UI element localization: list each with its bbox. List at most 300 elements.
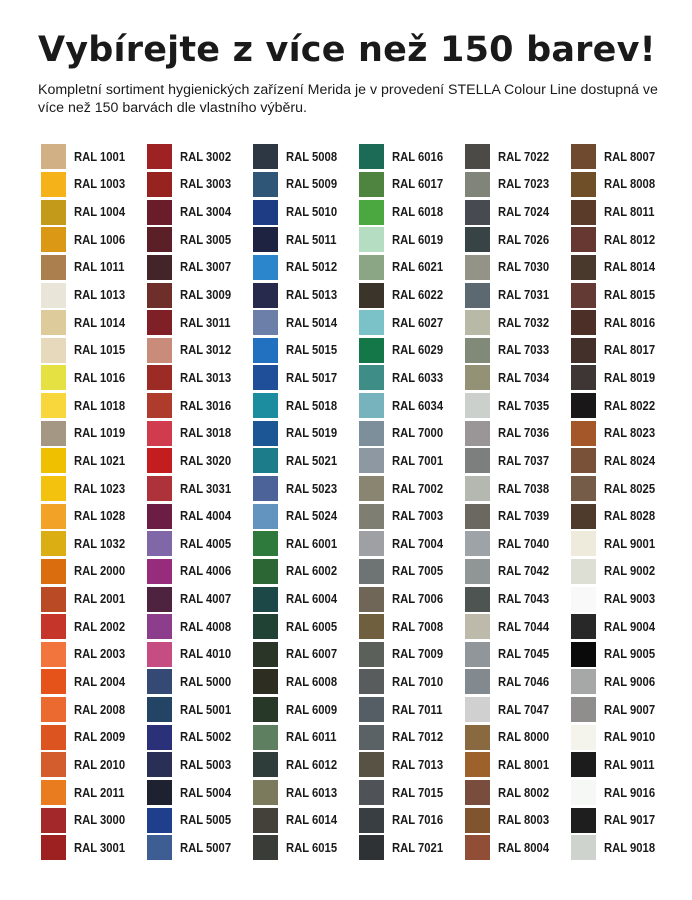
color-code-label: RAL 7004 (392, 536, 444, 551)
color-code-label: RAL 8008 (604, 177, 656, 192)
color-swatch (359, 725, 384, 750)
color-code-label: RAL 3002 (180, 149, 232, 164)
color-swatch-item (571, 475, 677, 503)
color-code-label: RAL 9001 (604, 536, 656, 551)
color-swatch (253, 144, 278, 169)
color-swatch-item (253, 613, 359, 641)
color-swatch (41, 614, 66, 639)
color-code-label: RAL 6033 (392, 370, 444, 385)
color-swatch (359, 504, 384, 529)
color-swatch-item (253, 723, 359, 751)
color-swatch (571, 504, 596, 529)
color-swatch (253, 642, 278, 667)
color-swatch (147, 310, 172, 335)
color-code-label: RAL 2008 (74, 702, 126, 717)
color-swatch-item (359, 779, 465, 807)
color-swatch-item (253, 779, 359, 807)
color-code-label: RAL 6029 (392, 343, 444, 358)
color-swatch (465, 587, 490, 612)
color-swatch (253, 421, 278, 446)
color-swatch (571, 393, 596, 418)
color-swatch-item (465, 226, 571, 254)
color-swatch (571, 642, 596, 667)
color-swatch-item (465, 751, 571, 779)
color-code-label: RAL 3012 (180, 343, 232, 358)
color-code-label: RAL 8025 (604, 481, 656, 496)
color-code-label: RAL 3005 (180, 232, 232, 247)
color-code-label: RAL 8016 (604, 315, 656, 330)
color-swatch (465, 421, 490, 446)
color-code-label: RAL 8015 (604, 288, 656, 303)
color-swatch (571, 283, 596, 308)
color-swatch-item (41, 806, 147, 834)
color-swatch (359, 365, 384, 390)
color-code-label: RAL 6022 (392, 288, 444, 303)
color-swatch (147, 200, 172, 225)
color-swatch-item (41, 585, 147, 613)
color-swatch (571, 835, 596, 860)
color-code-label: RAL 7032 (498, 315, 550, 330)
color-swatch-item (147, 723, 253, 751)
color-code-label: RAL 5004 (180, 785, 232, 800)
color-code-label: RAL 8001 (498, 757, 550, 772)
color-code-label: RAL 3016 (180, 398, 232, 413)
color-code-label: RAL 9018 (604, 840, 656, 855)
color-code-label: RAL 6018 (392, 205, 444, 220)
color-swatch-item (41, 558, 147, 586)
color-swatch-item (41, 779, 147, 807)
color-code-label: RAL 3004 (180, 205, 232, 220)
color-code-label: RAL 6027 (392, 315, 444, 330)
page-subtitle: Kompletní sortiment hygienických zařízení Merida je v provedení STELLA Colour Line dostupná ve více než 150 barvách dle vlastního výběru. (38, 82, 658, 116)
color-swatch-item (253, 475, 359, 503)
color-swatch-item (253, 502, 359, 530)
color-swatch (465, 669, 490, 694)
color-code-label: RAL 7000 (392, 426, 444, 441)
color-code-label: RAL 5001 (180, 702, 232, 717)
color-swatch (253, 808, 278, 833)
color-swatch (41, 531, 66, 556)
color-code-label: RAL 6014 (286, 813, 338, 828)
color-code-label: RAL 5023 (286, 481, 338, 496)
color-swatch (253, 255, 278, 280)
color-swatch (147, 587, 172, 612)
color-swatch (147, 697, 172, 722)
color-swatch-item (147, 558, 253, 586)
color-swatch-item (253, 364, 359, 392)
color-code-label: RAL 4007 (180, 592, 232, 607)
color-code-label: RAL 8017 (604, 343, 656, 358)
color-code-label: RAL 1014 (74, 315, 126, 330)
color-swatch-item (147, 171, 253, 199)
color-code-label: RAL 9004 (604, 619, 656, 634)
color-code-label: RAL 6008 (286, 674, 338, 689)
color-swatch-item (41, 502, 147, 530)
color-swatch (147, 752, 172, 777)
color-swatch-item (465, 281, 571, 309)
color-swatch (359, 393, 384, 418)
color-code-label: RAL 2002 (74, 619, 126, 634)
color-swatch-item (147, 143, 253, 171)
color-swatch-item (41, 723, 147, 751)
color-swatch (571, 725, 596, 750)
color-swatch-item (465, 723, 571, 751)
color-code-label: RAL 7034 (498, 370, 550, 385)
color-code-label: RAL 8024 (604, 453, 656, 468)
color-swatch (253, 172, 278, 197)
color-code-label: RAL 8014 (604, 260, 656, 275)
color-swatch (41, 448, 66, 473)
color-code-label: RAL 6016 (392, 149, 444, 164)
color-code-label: RAL 8002 (498, 785, 550, 800)
color-swatch-item (359, 226, 465, 254)
color-code-label: RAL 9016 (604, 785, 656, 800)
color-swatch-item (465, 447, 571, 475)
color-code-label: RAL 4010 (180, 647, 232, 662)
color-swatch-item (359, 558, 465, 586)
color-swatch (253, 393, 278, 418)
color-swatch-item (465, 336, 571, 364)
color-swatch-item (147, 475, 253, 503)
color-code-label: RAL 9003 (604, 592, 656, 607)
color-code-label: RAL 8028 (604, 509, 656, 524)
color-code-label: RAL 6017 (392, 177, 444, 192)
color-swatch (147, 669, 172, 694)
color-swatch (359, 808, 384, 833)
color-code-label: RAL 6015 (286, 840, 338, 855)
color-swatch-item (359, 806, 465, 834)
color-swatch-item (571, 641, 677, 669)
color-swatch (253, 448, 278, 473)
color-swatch-item (359, 336, 465, 364)
color-code-label: RAL 9002 (604, 564, 656, 579)
color-swatch-item (571, 254, 677, 282)
color-code-label: RAL 7008 (392, 619, 444, 634)
color-swatch (253, 200, 278, 225)
color-code-label: RAL 6007 (286, 647, 338, 662)
color-swatch (465, 365, 490, 390)
color-swatch (41, 752, 66, 777)
color-swatch (465, 283, 490, 308)
color-code-label: RAL 3003 (180, 177, 232, 192)
color-code-label: RAL 7001 (392, 453, 444, 468)
color-swatch-item (147, 226, 253, 254)
color-swatch (465, 255, 490, 280)
color-swatch-item (253, 641, 359, 669)
color-swatch-item (41, 198, 147, 226)
color-swatch-item (571, 502, 677, 530)
color-swatch-item (571, 530, 677, 558)
color-swatch-item (253, 198, 359, 226)
color-swatch (41, 697, 66, 722)
color-swatch-item (465, 641, 571, 669)
color-code-label: RAL 7009 (392, 647, 444, 662)
color-swatch-item (571, 447, 677, 475)
color-code-label: RAL 3009 (180, 288, 232, 303)
color-swatch (359, 835, 384, 860)
color-swatch-item (147, 502, 253, 530)
color-swatch (147, 393, 172, 418)
color-swatch (253, 669, 278, 694)
color-swatch (571, 780, 596, 805)
color-swatch-item (359, 641, 465, 669)
color-code-label: RAL 1028 (74, 509, 126, 524)
color-code-label: RAL 1016 (74, 370, 126, 385)
color-code-label: RAL 7031 (498, 288, 550, 303)
color-code-label: RAL 2004 (74, 674, 126, 689)
color-swatch (571, 587, 596, 612)
color-swatch (41, 669, 66, 694)
color-swatch-item (465, 502, 571, 530)
color-swatch (465, 614, 490, 639)
color-code-label: RAL 8012 (604, 232, 656, 247)
color-swatch-item (465, 254, 571, 282)
color-swatch-item (359, 364, 465, 392)
color-code-label: RAL 7033 (498, 343, 550, 358)
color-swatch (465, 697, 490, 722)
color-swatch (571, 531, 596, 556)
color-swatch-item (571, 779, 677, 807)
color-code-label: RAL 3011 (180, 315, 231, 330)
color-swatch (465, 725, 490, 750)
color-swatch-item (359, 392, 465, 420)
color-swatch-item (359, 171, 465, 199)
color-swatch (465, 752, 490, 777)
color-swatch (41, 476, 66, 501)
color-code-label: RAL 7013 (392, 757, 444, 772)
color-swatch-item (253, 392, 359, 420)
color-swatch-item (571, 198, 677, 226)
color-swatch-item (571, 143, 677, 171)
color-swatch (147, 255, 172, 280)
color-swatch-item (465, 530, 571, 558)
color-swatch-item (41, 309, 147, 337)
color-code-label: RAL 7039 (498, 509, 550, 524)
color-code-label: RAL 1023 (74, 481, 126, 496)
color-swatch-item (465, 143, 571, 171)
color-code-label: RAL 2001 (74, 592, 126, 607)
color-swatch-item (253, 419, 359, 447)
color-swatch (359, 587, 384, 612)
color-swatch (41, 283, 66, 308)
color-swatch (41, 393, 66, 418)
color-swatch-item (465, 392, 571, 420)
color-swatch (359, 144, 384, 169)
color-swatch (147, 338, 172, 363)
color-swatch-item (253, 309, 359, 337)
color-swatch (41, 725, 66, 750)
color-swatch (253, 476, 278, 501)
color-swatch (41, 780, 66, 805)
color-swatch-item (147, 641, 253, 669)
color-swatch (147, 283, 172, 308)
color-swatch (147, 504, 172, 529)
color-swatch (359, 559, 384, 584)
color-swatch-item (359, 613, 465, 641)
color-code-label: RAL 5019 (286, 426, 338, 441)
color-code-label: RAL 9006 (604, 674, 656, 689)
color-swatch (465, 227, 490, 252)
color-swatch (41, 144, 66, 169)
color-code-label: RAL 1004 (74, 205, 126, 220)
color-code-label: RAL 7005 (392, 564, 444, 579)
color-code-label: RAL 5002 (180, 730, 232, 745)
color-code-label: RAL 3001 (74, 840, 126, 855)
color-swatch-item (147, 834, 253, 862)
color-swatch-item (359, 696, 465, 724)
color-swatch (253, 835, 278, 860)
color-swatch (571, 227, 596, 252)
color-swatch-item (41, 419, 147, 447)
color-code-label: RAL 1018 (74, 398, 126, 413)
color-code-label: RAL 2011 (74, 785, 125, 800)
color-swatch-item (571, 834, 677, 862)
color-swatch (359, 476, 384, 501)
color-swatch-item (147, 336, 253, 364)
color-code-label: RAL 7016 (392, 813, 444, 828)
color-swatch-item (359, 475, 465, 503)
color-swatch-item (465, 419, 571, 447)
color-swatch-item (41, 751, 147, 779)
color-swatch (147, 476, 172, 501)
color-swatch (359, 200, 384, 225)
color-code-label: RAL 7006 (392, 592, 444, 607)
color-code-label: RAL 5015 (286, 343, 338, 358)
color-swatch (41, 504, 66, 529)
color-code-label: RAL 7047 (498, 702, 550, 717)
color-code-label: RAL 6004 (286, 592, 338, 607)
color-swatch-item (571, 171, 677, 199)
color-swatch (465, 642, 490, 667)
color-code-label: RAL 4005 (180, 536, 232, 551)
color-swatch (253, 310, 278, 335)
color-code-label: RAL 2010 (74, 757, 126, 772)
color-code-label: RAL 5013 (286, 288, 338, 303)
color-swatch (359, 448, 384, 473)
color-swatch (571, 476, 596, 501)
color-swatch-item (147, 530, 253, 558)
color-swatch (253, 531, 278, 556)
color-swatch (147, 642, 172, 667)
color-swatch (465, 144, 490, 169)
color-swatch-item (253, 447, 359, 475)
color-code-label: RAL 1013 (74, 288, 126, 303)
color-swatch-item (253, 254, 359, 282)
color-swatch-item (147, 751, 253, 779)
color-swatch (359, 255, 384, 280)
color-swatch-item (571, 309, 677, 337)
color-swatch-item (253, 530, 359, 558)
color-swatch (571, 697, 596, 722)
color-swatch-item (41, 613, 147, 641)
color-code-label: RAL 7026 (498, 232, 550, 247)
color-swatch-item (253, 696, 359, 724)
color-swatch (147, 365, 172, 390)
color-swatch-item (147, 696, 253, 724)
color-swatch (41, 642, 66, 667)
color-swatch (147, 725, 172, 750)
color-swatch (147, 172, 172, 197)
page-title: Vybírejte z více než 150 barev! (38, 30, 656, 70)
color-code-label: RAL 7046 (498, 674, 550, 689)
color-code-label: RAL 1003 (74, 177, 126, 192)
color-swatch (253, 227, 278, 252)
color-swatch-item (253, 281, 359, 309)
color-swatch-item (571, 613, 677, 641)
color-swatch (465, 172, 490, 197)
color-swatch-item (571, 585, 677, 613)
color-swatch (359, 642, 384, 667)
color-code-label: RAL 5014 (286, 315, 338, 330)
color-code-label: RAL 3018 (180, 426, 232, 441)
color-swatch-item (571, 419, 677, 447)
color-code-label: RAL 7010 (392, 674, 444, 689)
color-swatch-item (147, 779, 253, 807)
color-column (253, 143, 359, 862)
color-swatch (465, 504, 490, 529)
color-swatch-item (359, 309, 465, 337)
color-code-label: RAL 6021 (392, 260, 444, 275)
color-swatch-item (571, 696, 677, 724)
color-swatch (571, 421, 596, 446)
color-swatch (465, 780, 490, 805)
color-swatch (465, 531, 490, 556)
color-swatch-item (359, 419, 465, 447)
color-code-label: RAL 2000 (74, 564, 126, 579)
color-code-label: RAL 6013 (286, 785, 338, 800)
color-column (465, 143, 571, 862)
color-swatch (571, 669, 596, 694)
color-column (359, 143, 465, 862)
color-swatch (465, 338, 490, 363)
color-code-label: RAL 1032 (74, 536, 126, 551)
color-swatch-item (253, 226, 359, 254)
color-swatch-item (253, 143, 359, 171)
color-code-label: RAL 7040 (498, 536, 550, 551)
color-swatch (253, 752, 278, 777)
color-swatch-item (571, 392, 677, 420)
color-swatch-item (465, 309, 571, 337)
color-swatch-item (359, 281, 465, 309)
color-swatch (571, 448, 596, 473)
color-code-label: RAL 7002 (392, 481, 444, 496)
color-swatch-item (571, 558, 677, 586)
color-code-label: RAL 6001 (286, 536, 338, 551)
color-swatch (41, 421, 66, 446)
color-swatch-item (147, 392, 253, 420)
color-code-label: RAL 5008 (286, 149, 338, 164)
color-code-label: RAL 9011 (604, 757, 655, 772)
color-swatch (41, 808, 66, 833)
color-code-label: RAL 7012 (392, 730, 444, 745)
color-code-label: RAL 5024 (286, 509, 338, 524)
color-code-label: RAL 3007 (180, 260, 232, 275)
color-swatch (571, 808, 596, 833)
color-swatch-item (465, 696, 571, 724)
color-code-label: RAL 5011 (286, 232, 337, 247)
color-swatch-item (359, 751, 465, 779)
color-swatch-item (359, 834, 465, 862)
color-swatch-item (571, 336, 677, 364)
color-code-label: RAL 3013 (180, 370, 232, 385)
color-code-label: RAL 3000 (74, 813, 126, 828)
color-code-label: RAL 6005 (286, 619, 338, 634)
color-swatch (359, 421, 384, 446)
color-code-label: RAL 3031 (180, 481, 232, 496)
color-swatch (41, 587, 66, 612)
color-swatch (147, 780, 172, 805)
color-code-label: RAL 7021 (392, 840, 444, 855)
